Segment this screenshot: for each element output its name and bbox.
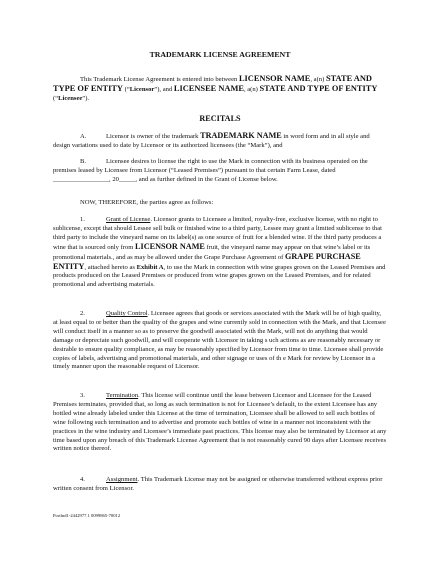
licensee-defined-term: Licensee [58,94,83,102]
licensor-name: LICENSOR NAME [135,241,205,251]
document-footer: Portlnd1-2442977.1 0099865-70012 [53,513,121,518]
recital-text: Licensor is owner of the trademark [106,133,201,140]
section-text: , to use the Mark in connection with wine grapes grown on the Leased Premises and products produced on the Leased Premises or produced from wine grapes grown on the Leased Premises, and for related promotional and advertising materials. [53,263,386,289]
section-grant-of-license [53,216,387,290]
document-title: TRADEMARK LICENSE AGREEMENT [149,50,291,59]
intro-text: This Trademark License Agreement is entered into between [80,76,239,83]
recital-a [53,132,387,151]
section-text: , attached hereto as [84,263,137,271]
section-number: 4. [80,476,85,483]
section-heading: Assignment [106,476,138,483]
recital-b [53,158,387,185]
section-assignment [53,476,387,494]
section-text: . This Trademark License may not be assigned or otherwise transferred without express prior written consent from Licensor. [53,476,383,492]
section-heading: Grant of License [106,216,151,223]
now-therefore-text: NOW, THEREFORE, the parties agree as follows: [80,199,214,206]
recitals-heading: RECITALS [199,114,241,123]
section-heading: Quality Control [106,310,148,317]
licensee-name: LICENSEE NAME [173,83,244,93]
intro-text: ”). [82,94,90,102]
section-text: . Licensor grants to Licensee a limited, royalty-free, exclusive license, with no right to sublicense, except that should Lessee sell bulk or finished wine to a third party, Lessee may grant a limited sublicense to that third party to include the vineyard name on its label(s) as one source of fruit for a blended wine. If the third party produces a wine that is sourced only from [53,216,382,251]
section-termination [53,392,387,454]
recital-text: in word form and in all style and design variations used to date by Licensor or its authorized licensees (the “Mark”), and [53,133,370,149]
licensor-defined-term: Licensor [129,85,155,93]
now-therefore-clause [53,199,387,208]
intro-text: ”), and [154,85,174,93]
intro-text: , a(n) [243,85,260,93]
section-number: 2. [80,310,85,317]
intro-paragraph [53,75,387,104]
licensee-entity-type: STATE AND TYPE OF ENTITY [259,83,378,93]
licensor-entity-type: STATE AND TYPE OF ENTITY [53,74,372,93]
section-heading: Termination [106,392,139,399]
recital-label: B. [80,158,87,165]
intro-text: , a(n) [310,76,326,83]
section-number: 1. [80,216,85,223]
section-number: 3. [80,392,85,399]
section-text: . This license will continue until the lease between Licensor and Licensee for the Leased Premises terminates, provided that, so long as such termination is not for Licensee’s default, to the extent Licensee has any bottled wine already labeled under this License at the time of termination, Licensee shall be allowed to sell such bottles of wine following such termination and to advertise and promote such bottles of wine in a manner not inconsistent with the practices in the wine industry and Licensee’s immediate past practices. This license may also be terminated by Licensor at any time based upon any breach of this Trademark License Agreement that is not reasonably cured 90 days after Licensee receives written notice thereof. [53,392,387,453]
section-text: . Licensee agrees that goods or services associated with the Mark will be of high quality, at least equal to or better than the quality of the grapes and wine currently sold in connection with the Mark, and that Licensee will conduct itself in a manner so as to preserve the goodwill associated with the Mark, will not do anything that would damage or depreciate such goodwill, and will cooperate with Licensor in taking s uch actions as are reasonably necessary or desirable to ensure quality compliance, as may be reasonably specified by Licensor from time to time. Licensee shall provide copies of labels, advertising and promotional materials, and other signage or uses of th e Mark for review by Licensor in a timely manner upon the reasonable request of Licensor. [53,310,386,371]
section-quality-control [53,310,387,372]
licensor-name: LICENSOR NAME [238,74,311,83]
intro-text: (“ [53,94,59,102]
section-text: fruit, the vineyard name may appear on that wine’s label or its promotional materials., and as may be allowed under the Grape Purchase Agreement of [53,243,371,261]
exhibit-reference: Exhibit A [136,263,164,271]
trademark-name: TRADEMARK NAME [200,131,282,140]
recital-text: Licensee desires to license the right to use the Mark in connection with its business operated on the premises leased by Licensee from Licensor (“Leased Premises”) pursuant to that certain Farm Lease, dated _________________, 20_____, and as further defined in the Grant of License below. [53,158,368,183]
recital-label: A. [80,133,87,140]
intro-text: (“ [122,85,130,93]
grape-purchase-entity: GRAPE PURCHASE ENTITY [53,251,361,271]
